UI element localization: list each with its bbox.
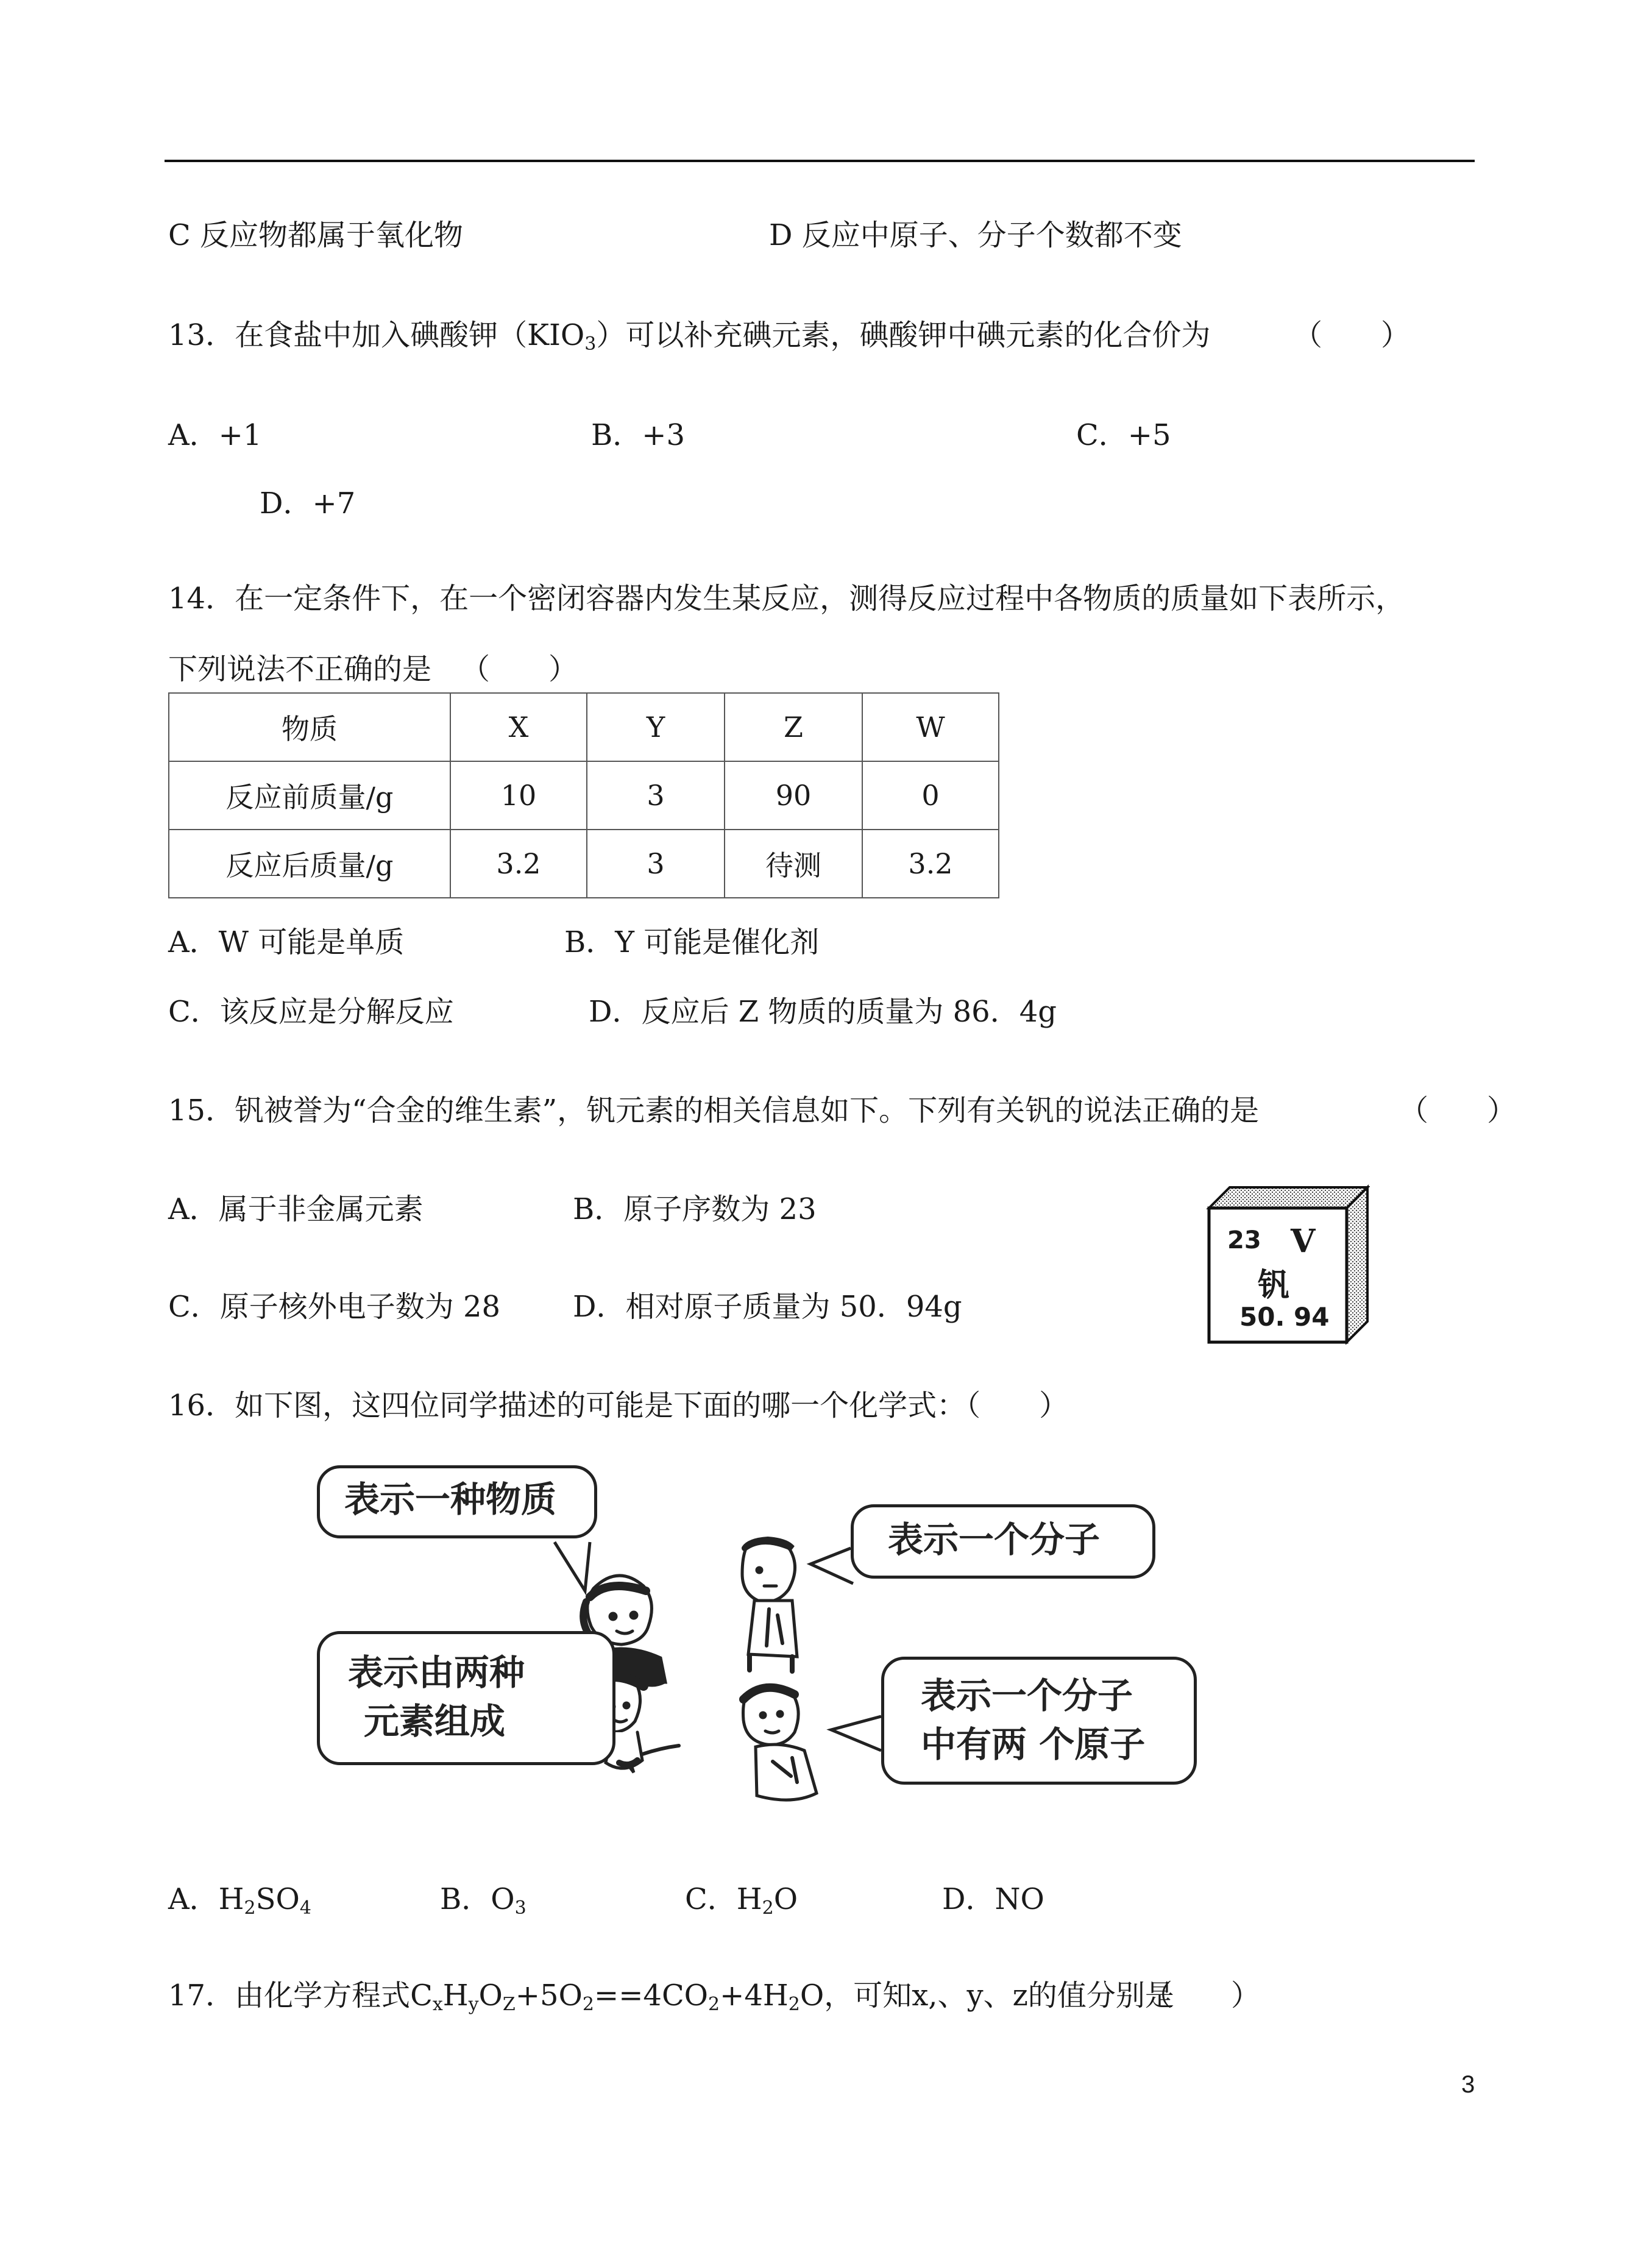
table-cell: 待测 — [725, 830, 862, 898]
page-number: 3 — [1461, 2071, 1475, 2098]
q13-answer-paren: （ ） — [1293, 318, 1411, 352]
q13-option-d: D．+7 — [260, 486, 356, 521]
q14-stem-line1: 14．在一定条件下，在一个密闭容器内发生某反应，测得反应过程中各物质的质量如下表所示， — [168, 581, 1405, 616]
q12-option-d: D 反应中原子、分子个数都不变 — [769, 218, 1182, 252]
table-cell: 3 — [587, 761, 725, 830]
speech-bubble-bottom-left: 表示由两种 元素组成 — [317, 1631, 615, 1765]
table-cell: 3.2 — [450, 830, 587, 898]
q16-option-c: C．$H_2O$ — [685, 1882, 798, 1919]
q15-answer-paren: （ ） — [1399, 1093, 1517, 1128]
q17-answer-paren: （ ） — [1143, 1978, 1261, 2013]
q13-option-b: B．+3 — [591, 418, 686, 452]
table-row — [169, 761, 999, 830]
q14-option-b: B．Y 可能是催化剂 — [564, 925, 820, 959]
table-cell: 3.2 — [862, 830, 999, 898]
q13-option-c: C．+5 — [1076, 418, 1171, 452]
table-header-row — [169, 693, 999, 761]
q15-stem: 15．钒被誉为“合金的维生素”，钒元素的相关信息如下。下列有关钒的说法正确的是 — [168, 1093, 1260, 1128]
q15-option-c: C．原子核外电子数为 28 — [168, 1290, 501, 1324]
q15-option-b: B．原子序数为 23 — [573, 1192, 817, 1226]
speech-bubble-top-left: 表示一种物质 — [317, 1465, 597, 1538]
table-cell: 3 — [587, 830, 725, 898]
table-header-cell: Y — [587, 693, 725, 761]
table-cell: 反应后质量/g — [169, 830, 450, 898]
speech-bubble-bottom-right: 表示一个分子 中有两 个原子 — [881, 1657, 1197, 1785]
q14-option-c: C．该反应是分解反应 — [168, 995, 454, 1029]
q14-option-a: A．W 可能是单质 — [168, 925, 405, 959]
table-header-cell: Z — [725, 693, 862, 761]
atomic-mass: 50. 94 — [1239, 1302, 1330, 1332]
q13-stem: 13．在食盐中加入碘酸钾$(KIO_3)$可以补充碘元素，碘酸钾中碘元素的化合价为 — [168, 318, 1211, 355]
q16-option-b: B．$O_3$ — [440, 1882, 526, 1919]
q13-option-a: A．+1 — [168, 418, 262, 452]
header-rule — [165, 160, 1475, 162]
q16-option-d: D．NO — [942, 1882, 1044, 1916]
vanadium-element-card — [1205, 1184, 1370, 1345]
table-cell: 反应前质量/g — [169, 761, 450, 830]
q16-option-a: A．$H_2SO_4$ — [168, 1882, 311, 1919]
table-header-cell: 物质 — [169, 693, 450, 761]
table-cell: 10 — [450, 761, 587, 830]
table-cell: 0 — [862, 761, 999, 830]
element-name: 钒 — [1258, 1267, 1290, 1304]
q15-option-d: D．相对原子质量为 50．94g — [573, 1290, 962, 1324]
table-row — [169, 830, 999, 898]
q14-stem-line2: 下列说法不正确的是 （ ） — [168, 652, 578, 686]
table-header-cell: X — [450, 693, 587, 761]
q12-option-c: C 反应物都属于氧化物 — [168, 218, 463, 252]
element-symbol: V — [1291, 1223, 1316, 1260]
q14-mass-table — [168, 692, 999, 898]
q15-option-a: A．属于非金属元素 — [168, 1192, 424, 1226]
q17-stem: 17．由化学方程式$C_xH_yO_Z+5O_2==4CO_2+4H_2O$，可知x,、y、z的值分别是 — [168, 1978, 1174, 2015]
table-header-cell: W — [862, 693, 999, 761]
speech-bubble-top-right: 表示一个分子 — [851, 1504, 1155, 1579]
q14-option-d: D．反应后 Z 物质的质量为 86．4g — [589, 995, 1057, 1029]
atomic-number: 23 — [1227, 1226, 1261, 1254]
q16-stem: 16．如下图，这四位同学描述的可能是下面的哪一个化学式：（ ） — [168, 1388, 1069, 1423]
table-cell: 90 — [725, 761, 862, 830]
